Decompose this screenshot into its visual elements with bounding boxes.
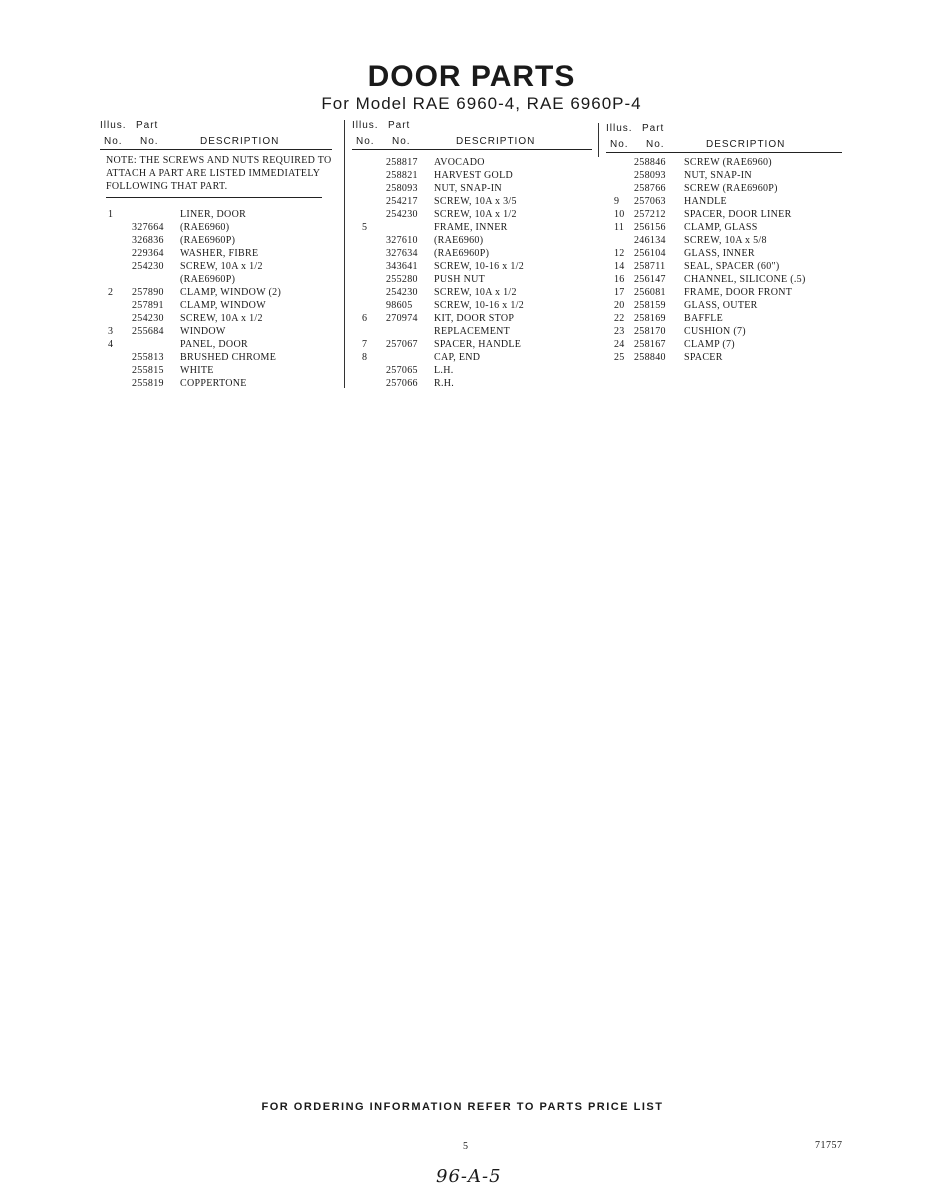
- part-description: KIT, DOOR STOP: [434, 313, 515, 324]
- illus-number: 12: [614, 248, 625, 259]
- part-description: PANEL, DOOR: [180, 339, 248, 350]
- part-description: R.H.: [434, 378, 455, 389]
- part-description: CLAMP, WINDOW (2): [180, 287, 282, 298]
- column-divider: [344, 120, 345, 388]
- illus-number: 22: [614, 313, 625, 324]
- parts-row: [352, 169, 592, 182]
- parts-row: [352, 208, 592, 221]
- header-illus-no: No.: [610, 139, 629, 150]
- handwritten-note: 96-A-5: [436, 1166, 502, 1187]
- parts-row: [352, 377, 592, 390]
- parts-row: [352, 195, 592, 208]
- part-number: 254230: [386, 287, 418, 298]
- part-number: 257891: [132, 300, 164, 311]
- column-header: [100, 118, 332, 152]
- parts-row: [100, 299, 332, 312]
- parts-column-3: [606, 121, 842, 364]
- part-description: CLAMP, WINDOW: [180, 300, 266, 311]
- illus-number: 8: [362, 352, 368, 363]
- part-number: 98605: [386, 300, 413, 311]
- part-description: (RAE6960): [434, 235, 484, 246]
- page-title: DOOR PARTS: [367, 60, 576, 93]
- part-number: 258169: [634, 313, 666, 324]
- header-description: DESCRIPTION: [706, 139, 786, 150]
- part-description: (RAE6960): [180, 222, 230, 233]
- part-description: BRUSHED CHROME: [180, 352, 277, 363]
- part-number: 229364: [132, 248, 164, 259]
- parts-row: [100, 364, 332, 377]
- parts-row: [352, 234, 592, 247]
- header-illus-no: No.: [104, 136, 123, 147]
- parts-row: [100, 325, 332, 338]
- illus-number: 10: [614, 209, 625, 220]
- parts-row: [606, 338, 842, 351]
- part-number: 256147: [634, 274, 666, 285]
- parts-column-1: [100, 118, 332, 390]
- part-number: 258711: [634, 261, 666, 272]
- illus-number: 1: [108, 209, 114, 220]
- parts-row: [352, 260, 592, 273]
- column-header: [606, 121, 842, 155]
- part-description: SCREW, 10A x 1/2: [180, 313, 263, 324]
- parts-row: [606, 156, 842, 169]
- parts-rows: [606, 156, 842, 364]
- part-number: 327634: [386, 248, 418, 259]
- part-description: SPACER: [684, 352, 723, 363]
- part-description: CHANNEL, SILICONE (.5): [684, 274, 806, 285]
- parts-row: [606, 312, 842, 325]
- header-part-no: No.: [392, 136, 411, 147]
- parts-row: [100, 221, 332, 234]
- part-number: 258093: [386, 183, 418, 194]
- part-number: 258159: [634, 300, 666, 311]
- illus-number: 2: [108, 287, 114, 298]
- part-number: 258840: [634, 352, 666, 363]
- parts-row: [100, 208, 332, 221]
- part-number: 258846: [634, 157, 666, 168]
- part-number: 255819: [132, 378, 164, 389]
- parts-row: [352, 247, 592, 260]
- header-illus: Illus.: [352, 120, 379, 131]
- illus-number: 24: [614, 339, 625, 350]
- parts-row: [100, 338, 332, 351]
- illus-number: 7: [362, 339, 368, 350]
- part-description: AVOCADO: [434, 157, 485, 168]
- part-description: FRAME, INNER: [434, 222, 508, 233]
- parts-row: [100, 260, 332, 273]
- note-divider: [106, 197, 322, 198]
- parts-row: [100, 312, 332, 325]
- illus-number: 11: [614, 222, 625, 233]
- header-rule: [606, 152, 842, 153]
- part-description: L.H.: [434, 365, 454, 376]
- parts-row: [352, 338, 592, 351]
- part-number: 257212: [634, 209, 666, 220]
- part-number: 258821: [386, 170, 418, 181]
- part-description: BAFFLE: [684, 313, 724, 324]
- header-part: Part: [642, 123, 665, 134]
- parts-row: [100, 351, 332, 364]
- part-description: CLAMP (7): [684, 339, 735, 350]
- part-description: NUT, SNAP-IN: [434, 183, 502, 194]
- part-number: 257063: [634, 196, 666, 207]
- illus-number: 6: [362, 313, 368, 324]
- part-description: SCREW, 10-16 x 1/2: [434, 300, 525, 311]
- part-description: CUSHION (7): [684, 326, 746, 337]
- part-number: 254217: [386, 196, 418, 207]
- part-description: SCREW (RAE6960P): [684, 183, 778, 194]
- parts-row: [352, 364, 592, 377]
- parts-row: [352, 312, 592, 325]
- part-description: GLASS, INNER: [684, 248, 755, 259]
- parts-column-2: [352, 118, 592, 390]
- part-number: 246134: [634, 235, 666, 246]
- part-number: 255684: [132, 326, 164, 337]
- parts-row: [100, 273, 332, 286]
- part-description: SEAL, SPACER (60"): [684, 261, 780, 272]
- header-rule: [352, 149, 592, 150]
- parts-row: [606, 208, 842, 221]
- part-description: (RAE6960P): [180, 235, 236, 246]
- part-number: 257890: [132, 287, 164, 298]
- parts-row: [606, 247, 842, 260]
- part-description: HANDLE: [684, 196, 727, 207]
- part-description: NUT, SNAP-IN: [684, 170, 752, 181]
- parts-row: [352, 273, 592, 286]
- part-description: (RAE6960P): [180, 274, 236, 285]
- part-description: WASHER, FIBRE: [180, 248, 259, 259]
- part-description: SCREW, 10-16 x 1/2: [434, 261, 525, 272]
- part-description: (RAE6960P): [434, 248, 490, 259]
- parts-row: [352, 351, 592, 364]
- parts-row: [606, 273, 842, 286]
- part-number: 257067: [386, 339, 418, 350]
- parts-rows: [100, 208, 332, 390]
- parts-row: [606, 260, 842, 273]
- illus-number: 4: [108, 339, 114, 350]
- parts-row: [606, 286, 842, 299]
- parts-row: [606, 221, 842, 234]
- part-number: 326836: [132, 235, 164, 246]
- part-description: CAP, END: [434, 352, 481, 363]
- parts-rows: [352, 156, 592, 390]
- parts-row: [352, 221, 592, 234]
- illus-number: 3: [108, 326, 114, 337]
- part-description: COPPERTONE: [180, 378, 247, 389]
- part-number: 327664: [132, 222, 164, 233]
- parts-row: [606, 351, 842, 364]
- illus-number: 23: [614, 326, 625, 337]
- header-part: Part: [136, 120, 159, 131]
- header-part: Part: [388, 120, 411, 131]
- illus-number: 17: [614, 287, 625, 298]
- parts-row: [606, 325, 842, 338]
- part-description: WHITE: [180, 365, 214, 376]
- parts-row: [352, 286, 592, 299]
- part-number: 257066: [386, 378, 418, 389]
- part-number: 343641: [386, 261, 418, 272]
- illus-number: 5: [362, 222, 368, 233]
- assembly-note: NOTE: THE SCREWS AND NUTS REQUIRED TO ATTACH A PART ARE LISTED IMMEDIATELY FOLLOWING THAT PART.: [106, 155, 332, 192]
- column-header: [352, 118, 592, 152]
- illus-number: 25: [614, 352, 625, 363]
- part-description: CLAMP, GLASS: [684, 222, 758, 233]
- header-description: DESCRIPTION: [200, 136, 280, 147]
- illus-number: 16: [614, 274, 625, 285]
- parts-row: [606, 299, 842, 312]
- header-illus: Illus.: [606, 123, 633, 134]
- part-number: 257065: [386, 365, 418, 376]
- part-number: 258167: [634, 339, 666, 350]
- parts-row: [606, 182, 842, 195]
- part-description: SPACER, DOOR LINER: [684, 209, 792, 220]
- ordering-footer: FOR ORDERING INFORMATION REFER TO PARTS PRICE LIST: [261, 1101, 664, 1113]
- illus-number: 14: [614, 261, 625, 272]
- parts-row: [100, 286, 332, 299]
- part-description: SCREW (RAE6960): [684, 157, 772, 168]
- page-number: 5: [463, 1141, 468, 1152]
- part-description: SCREW, 10A x 1/2: [434, 209, 517, 220]
- part-number: 255280: [386, 274, 418, 285]
- document-number: 71757: [815, 1140, 843, 1151]
- part-number: 254230: [132, 261, 164, 272]
- parts-row: [606, 169, 842, 182]
- part-number: 258766: [634, 183, 666, 194]
- part-description: SPACER, HANDLE: [434, 339, 522, 350]
- header-part-no: No.: [140, 136, 159, 147]
- part-description: SCREW, 10A x 1/2: [180, 261, 263, 272]
- part-number: 270974: [386, 313, 418, 324]
- part-description: SCREW, 10A x 1/2: [434, 287, 517, 298]
- part-number: 255815: [132, 365, 164, 376]
- parts-row: [352, 325, 592, 338]
- part-number: 256081: [634, 287, 666, 298]
- header-part-no: No.: [646, 139, 665, 150]
- part-number: 258817: [386, 157, 418, 168]
- header-illus-no: No.: [356, 136, 375, 147]
- header-illus: Illus.: [100, 120, 127, 131]
- parts-row: [100, 234, 332, 247]
- part-number: 254230: [132, 313, 164, 324]
- part-description: LINER, DOOR: [180, 209, 247, 220]
- parts-row: [352, 156, 592, 169]
- part-number: 256156: [634, 222, 666, 233]
- part-description: PUSH NUT: [434, 274, 486, 285]
- column-divider: [598, 123, 599, 157]
- part-description: FRAME, DOOR FRONT: [684, 287, 793, 298]
- part-number: 258093: [634, 170, 666, 181]
- part-number: 256104: [634, 248, 666, 259]
- parts-row: [100, 247, 332, 260]
- parts-row: [100, 377, 332, 390]
- part-description: REPLACEMENT: [434, 326, 511, 337]
- parts-row: [352, 299, 592, 312]
- part-number: 327610: [386, 235, 418, 246]
- illus-number: 9: [614, 196, 620, 207]
- parts-row: [606, 195, 842, 208]
- parts-row: [352, 182, 592, 195]
- part-description: HARVEST GOLD: [434, 170, 514, 181]
- part-number: 258170: [634, 326, 666, 337]
- illus-number: 20: [614, 300, 625, 311]
- parts-row: [606, 234, 842, 247]
- part-description: WINDOW: [180, 326, 226, 337]
- part-number: 254230: [386, 209, 418, 220]
- part-description: GLASS, OUTER: [684, 300, 758, 311]
- page-subtitle: For Model RAE 6960-4, RAE 6960P-4: [321, 94, 642, 113]
- header-description: DESCRIPTION: [456, 136, 536, 147]
- part-description: SCREW, 10A x 3/5: [434, 196, 517, 207]
- header-rule: [100, 149, 332, 150]
- part-description: SCREW, 10A x 5/8: [684, 235, 767, 246]
- part-number: 255813: [132, 352, 164, 363]
